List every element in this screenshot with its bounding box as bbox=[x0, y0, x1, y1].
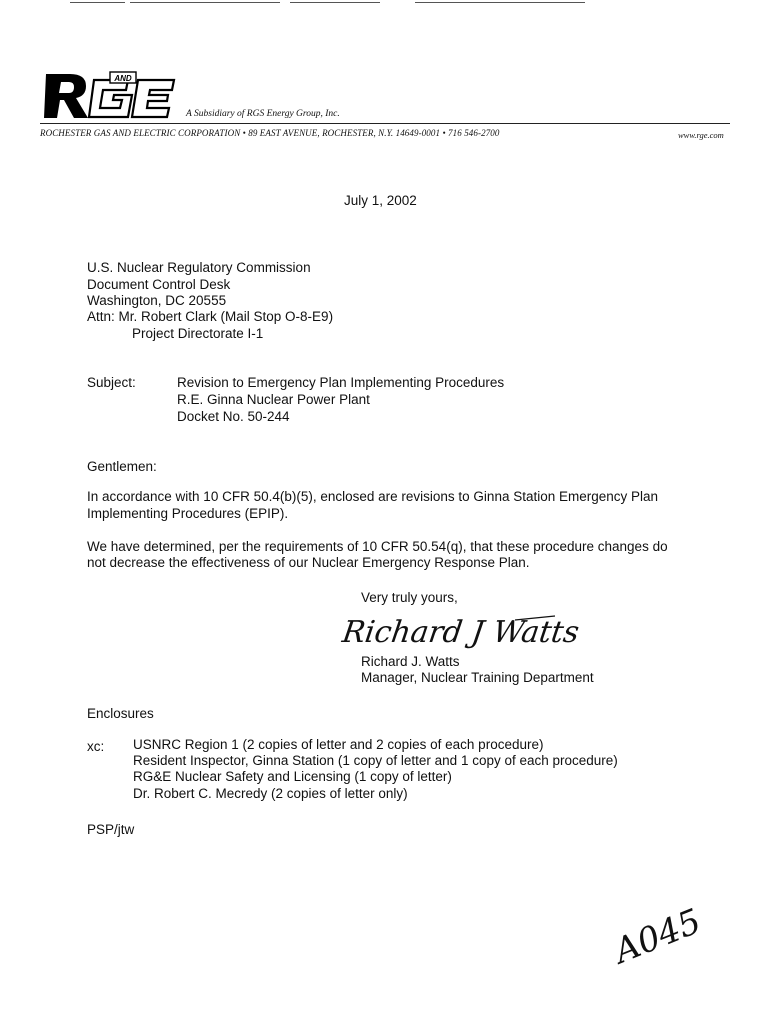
enclosures-label: Enclosures bbox=[87, 706, 154, 721]
company-address-line: ROCHESTER GAS AND ELECTRIC CORPORATION • 89 EAST AVENUE, ROCHESTER, N.Y. 14649-0001 • 716 546-2700 bbox=[40, 128, 500, 138]
subject-line-1: Revision to Emergency Plan Implementing Procedures bbox=[177, 375, 505, 390]
body-paragraph-1-line-2: Implementing Procedures (EPIP). bbox=[87, 506, 289, 521]
subject-label: Subject: bbox=[87, 375, 136, 390]
recipient-line-4: Attn: Mr. Robert Clark (Mail Stop O-8-E9) bbox=[87, 309, 334, 324]
handwritten-note bbox=[600, 880, 710, 970]
handwritten-signature bbox=[340, 608, 580, 654]
typist-initials: PSP/jtw bbox=[87, 822, 135, 837]
letterhead-rule bbox=[40, 123, 730, 124]
scan-artifact bbox=[130, 2, 280, 3]
company-logo bbox=[40, 70, 180, 122]
handwritten-note-text: A045 bbox=[608, 901, 707, 970]
recipient-line-5: Project Directorate I-1 bbox=[132, 326, 264, 341]
body-paragraph-1-line-1: In accordance with 10 CFR 50.4(b)(5), enclosed are revisions to Ginna Station Emergency Plan bbox=[87, 489, 659, 504]
body-paragraph-2-line-1: We have determined, per the requirements of 10 CFR 50.54(q), that these procedure changes do bbox=[87, 539, 668, 554]
scan-artifact bbox=[70, 2, 125, 3]
xc-item: Resident Inspector, Ginna Station (1 copy of letter and 1 copy of each procedure) bbox=[133, 753, 618, 768]
scan-artifact bbox=[415, 2, 585, 3]
xc-item: USNRC Region 1 (2 copies of letter and 2 copies of each procedure) bbox=[133, 737, 544, 752]
signature-text: Richard J Watts bbox=[340, 615, 580, 650]
scan-artifact bbox=[290, 2, 380, 3]
letter-date: July 1, 2002 bbox=[344, 193, 417, 208]
recipient-line-3: Washington, DC 20555 bbox=[87, 293, 227, 308]
subsidiary-text: A Subsidiary of RGS Energy Group, Inc. bbox=[186, 109, 340, 119]
company-website: www.rge.com bbox=[678, 130, 724, 140]
body-paragraph-2-line-2: not decrease the effectiveness of our Nuclear Emergency Response Plan. bbox=[87, 555, 530, 570]
subject-line-2: R.E. Ginna Nuclear Power Plant bbox=[177, 392, 370, 407]
xc-item: Dr. Robert C. Mecredy (2 copies of letter only) bbox=[133, 786, 408, 801]
signer-title: Manager, Nuclear Training Department bbox=[361, 670, 594, 685]
closing: Very truly yours, bbox=[361, 590, 458, 605]
logo-and-text: AND bbox=[114, 74, 132, 83]
subject-line-3: Docket No. 50-244 bbox=[177, 409, 290, 424]
salutation: Gentlemen: bbox=[87, 459, 157, 474]
recipient-line-2: Document Control Desk bbox=[87, 277, 231, 292]
signer-name: Richard J. Watts bbox=[361, 654, 460, 669]
recipient-line-1: U.S. Nuclear Regulatory Commission bbox=[87, 260, 311, 275]
xc-label: xc: bbox=[87, 739, 105, 754]
xc-item: RG&E Nuclear Safety and Licensing (1 copy of letter) bbox=[133, 769, 452, 784]
